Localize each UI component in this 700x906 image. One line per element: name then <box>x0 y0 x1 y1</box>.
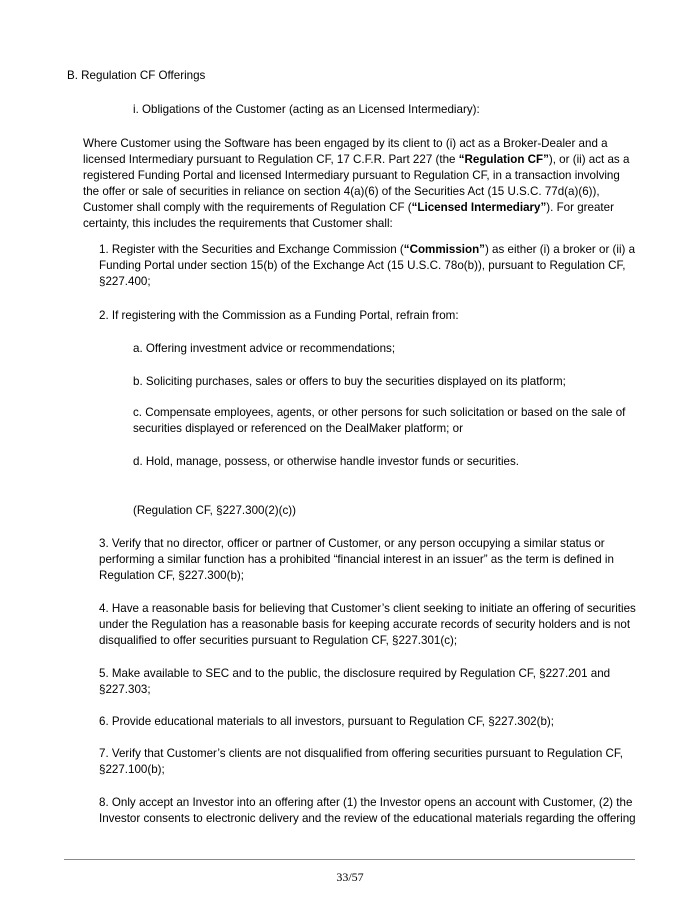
item-1 <box>99 242 639 290</box>
page-number: 33/57 <box>336 870 364 884</box>
subsection-heading: i. Obligations of the Customer (acting as an Licensed Intermediary): <box>133 103 480 116</box>
item-1-text-1: 1. Register with the Securities and Exchange Commission ( <box>99 243 404 256</box>
item-7: 7. Verify that Customer’s clients are not disqualified from offering securities pursuant to Regulation CF, §227.100(b); <box>99 747 623 776</box>
item-5: 5. Make available to SEC and to the public, the disclosure required by Regulation CF, §227.201 and §227.303; <box>99 667 611 696</box>
item-2: 2. If registering with the Commission as a Funding Portal, refrain from: <box>99 309 459 322</box>
intro-bold-regulation-cf: “Regulation CF” <box>458 153 549 166</box>
item-8: 8. Only accept an Investor into an offering after (1) the Investor opens an account with Customer, (2) the Investor consents to electronic delivery and the review of the educational materials regarding the offering <box>99 796 636 825</box>
item-1-text-2: ) as either (i) a broker or (ii) a Funding Portal under section 15(b) of the Exchange Act (15 U.S.C. 78o(b)), pursuant to Regulation CF, §227.400; <box>99 243 636 288</box>
item-1-bold-commission: “Commission” <box>403 243 485 256</box>
sub-item-d: d. Hold, manage, possess, or otherwise handle investor funds or securities. <box>133 455 520 468</box>
footer-divider <box>64 859 635 860</box>
intro-text-2: ), or (ii) act as a registered Funding Portal and licensed Intermediary pursuant to Regulation CF, in a transaction involving the offer or sale of securities in reliance on section 4(a)(6) of the Securities Act (15 U.S.C. 77d(a)(6)), Customer shall comply with the requirements of Regulation CF ( <box>83 153 630 214</box>
sub-item-a: a. Offering investment advice or recommendations; <box>133 342 396 355</box>
intro-bold-licensed-intermediary: “Licensed Intermediary” <box>411 201 547 214</box>
sub-item-b: b. Soliciting purchases, sales or offers to buy the securities displayed on its platform; <box>133 375 566 388</box>
citation: (Regulation CF, §227.300(2)(c)) <box>133 504 297 517</box>
item-4: 4. Have a reasonable basis for believing that Customer’s client seeking to initiate an offering of securities under the Regulation has a reasonable basis for keeping accurate records of security holders and is not disqualified to offer securities pursuant to Regulation CF, §227.301(c); <box>99 602 636 647</box>
intro-text-3: ). For greater certainty, this includes the requirements that Customer shall: <box>83 201 614 230</box>
section-heading: B. Regulation CF Offerings <box>67 69 206 82</box>
item-6: 6. Provide educational materials to all investors, pursuant to Regulation CF, §227.302(b); <box>99 715 554 728</box>
intro-paragraph <box>83 136 639 232</box>
item-3: 3. Verify that no director, officer or partner of Customer, or any person occupying a similar status or performing a similar function has a prohibited “financial interest in an issuer” as the term is defined in Regulation CF, §227.300(b); <box>99 537 614 582</box>
intro-text-1: Where Customer using the Software has been engaged by its client to (i) act as a Broker-Dealer and a licensed Intermediary pursuant to Regulation CF, 17 C.F.R. Part 227 (the <box>83 137 608 166</box>
sub-item-c: c. Compensate employees, agents, or other persons for such solicitation or based on the sale of securities displayed or referenced on the DealMaker platform; or <box>133 406 626 435</box>
